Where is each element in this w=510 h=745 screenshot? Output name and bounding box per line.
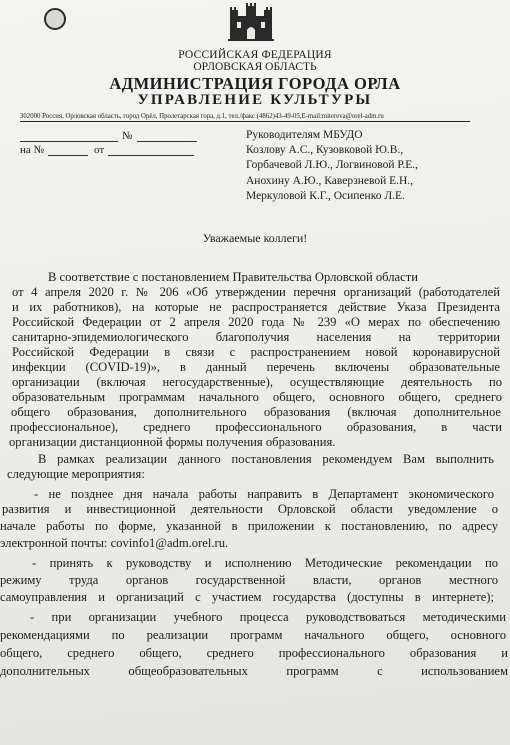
header-region: ОРЛОВСКАЯ ОБЛАСТЬ: [193, 61, 317, 73]
body-line: организации (включая негосударственные), осуществляющие деятельность по: [12, 375, 502, 389]
recipient-line: Меркуловой К.Г., Осипенко Л.Е.: [246, 189, 405, 202]
body-line: - при организации учебного процесса руководствоваться методическими: [30, 610, 506, 624]
body-line: - не позднее дня начала работы направить в Департамент экономического: [34, 487, 494, 501]
body-line: от 4 апреля 2020 г. № 206 «Об утверждении перечня организаций (работодателей: [12, 285, 500, 299]
outgoing-date-line: [20, 131, 118, 142]
body-line: режиму труда органов государственной власти, органов местного: [0, 573, 498, 587]
header-administration: АДМИНИСТРАЦИЯ ГОРОДА ОРЛА: [109, 74, 401, 93]
body-line: следующие мероприятия:: [7, 467, 145, 481]
body-line: Российской Федерации в связи с распространением новой коронавирусной: [12, 345, 500, 359]
recipient-line: Руководителям МБУДО: [246, 129, 363, 141]
recipient-line: Козлову А.С., Кузовковой Ю.В.,: [246, 144, 404, 157]
body-line: организации дистанционной формы получения образования.: [9, 435, 336, 449]
body-line: санитарно-эпидемиологического благополучия населения на территории: [12, 330, 500, 344]
body-line: рекомендациями по реализации программ начального общего, основного: [0, 628, 506, 642]
reference-number-label: на №: [20, 144, 45, 156]
header-address: 302000 Россия, Орловская область, город Орёл, Пролетарская гора, д.1, тел./факс (4862)43-49-05,E-mail:mitereva@orel-adm.ru: [20, 113, 470, 122]
header-country: РОССИЙСКАЯ ФЕДЕРАЦИЯ: [178, 49, 332, 61]
recipient-line: Горбачевой Л.Ю., Логвиновой Р.Е.,: [246, 159, 418, 172]
recipient-line: Анохину А.Ю., Каверзневой Е.Н.,: [246, 174, 414, 187]
body-line: дополнительных общеобразовательных программ с использованием: [0, 664, 508, 678]
city-coat-of-arms-emblem: [228, 2, 274, 42]
body-line: общего образования, дополнительного образования (включая дополнительное: [11, 405, 501, 419]
greeting: Уважаемые коллеги!: [202, 231, 308, 245]
header-department: УПРАВЛЕНИЕ КУЛЬТУРЫ: [137, 92, 373, 108]
body-line: В рамках реализации данного постановления рекомендуем Вам выполнить: [38, 452, 494, 466]
body-line: начале работы по форме, указанной в приложении к постановлению, по адресу: [0, 519, 498, 533]
body-line: электронной почты: covinfo1@adm.orel.ru.: [0, 536, 229, 550]
body-line: самоуправления и организаций с участием государства (доступны в интернете);: [0, 590, 494, 604]
body-line: и их работников), на которые не распространяется действие Указа Президента: [12, 300, 500, 314]
reference-date-line: [108, 145, 194, 156]
recipients-block: [246, 128, 508, 204]
number-sign: №: [122, 130, 133, 142]
body-line: В соответствие с постановлением Правительства Орловской области: [48, 270, 418, 284]
body-line: инфекции (COVID-19)», в данный перечень включены образовательные: [12, 360, 500, 374]
reference-from-label: от: [94, 144, 105, 156]
body-line: развития и инвестиционной деятельности Орловской области уведомление о: [2, 502, 498, 516]
body-line: Российской Федерации от 2 апреля 2020 года № 239 «О мерах по обеспечению: [12, 315, 500, 329]
body-line: общего, среднего общего, среднего профессионального образования и: [0, 646, 508, 660]
body-line: - принять к руководству и исполнению Методические рекомендации по: [32, 556, 498, 570]
outgoing-number-line: [137, 131, 197, 142]
body-line: профессиональное), среднего профессионального образования, в части: [10, 420, 502, 434]
body-line: образовательным программам начального общего, основного общего, среднего: [12, 390, 502, 404]
reference-number-line: [48, 145, 88, 156]
punch-hole: [44, 8, 66, 30]
